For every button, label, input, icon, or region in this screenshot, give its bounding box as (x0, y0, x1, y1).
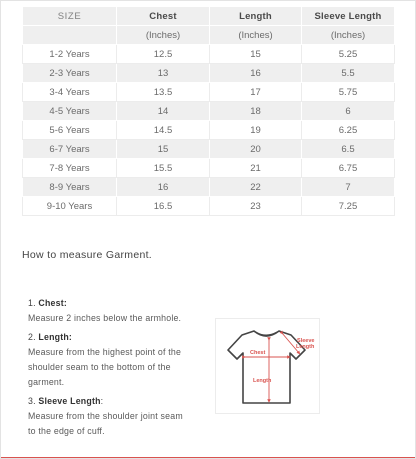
step-title: Length: (38, 332, 73, 342)
unit-cell (23, 26, 117, 45)
chest-label: Chest (250, 350, 266, 356)
tshirt-diagram-svg (216, 319, 319, 413)
unit-cell: (Inches) (210, 26, 302, 45)
table-cell: 5-6 Years (23, 121, 117, 140)
table-header-row (23, 7, 395, 26)
tshirt-measurement-diagram (215, 318, 320, 414)
table-cell: 15 (117, 140, 210, 159)
step-heading (28, 296, 213, 311)
sleeve-label-line1: Sleeve (297, 338, 315, 344)
table-cell: 6.5 (302, 140, 395, 159)
tshirt-outline (228, 331, 305, 403)
size-chart-table (22, 6, 395, 216)
table-cell: 4-5 Years (23, 102, 117, 121)
table-cell: 12.5 (117, 45, 210, 64)
table-cell: 7-8 Years (23, 159, 117, 178)
measurement-step (28, 330, 213, 390)
measurement-step (28, 296, 213, 326)
table-cell: 21 (210, 159, 302, 178)
table-row (23, 83, 395, 102)
table-cell: 13 (117, 64, 210, 83)
table-cell: 17 (210, 83, 302, 102)
table-cell: 7 (302, 178, 395, 197)
unit-cell: (Inches) (117, 26, 210, 45)
table-cell: 5.25 (302, 45, 395, 64)
measurement-step (28, 394, 213, 439)
table-row (23, 197, 395, 216)
table-cell: 15 (210, 45, 302, 64)
measurement-steps (28, 296, 213, 443)
table-cell: 7.25 (302, 197, 395, 216)
table-cell: 8-9 Years (23, 178, 117, 197)
step-title-suffix: : (100, 396, 104, 406)
step-heading (28, 394, 213, 409)
table-cell: 6.25 (302, 121, 395, 140)
step-description-line: Measure from the shoulder joint seam (28, 411, 183, 421)
bottom-accent-line (1, 457, 415, 458)
table-cell: 1-2 Years (23, 45, 117, 64)
table-cell: 6-7 Years (23, 140, 117, 159)
table-cell: 14.5 (117, 121, 210, 140)
table-cell: 15.5 (117, 159, 210, 178)
table-cell: 6.75 (302, 159, 395, 178)
step-title: Sleeve Length (38, 396, 101, 406)
table-cell: 16.5 (117, 197, 210, 216)
how-to-measure-heading: How to measure Garment. (22, 249, 153, 261)
step-heading (28, 330, 213, 345)
step-description-line: Measure from the highest point of the (28, 347, 182, 357)
unit-cell: (Inches) (302, 26, 395, 45)
table-cell: 5.5 (302, 64, 395, 83)
table-cell: 22 (210, 178, 302, 197)
step-number: 3. (28, 396, 36, 406)
length-label: Length (253, 378, 272, 384)
step-description-line: garment. (28, 377, 65, 387)
table-row (23, 64, 395, 83)
step-description-line: shoulder seam to the bottom of the (28, 362, 171, 372)
table-row (23, 102, 395, 121)
step-number: 2. (28, 332, 36, 342)
step-title: Chest: (38, 298, 67, 308)
step-description-line: to the edge of cuff. (28, 426, 105, 436)
table-row (23, 178, 395, 197)
header-chest: Chest (117, 7, 210, 26)
step-description-line: Measure 2 inches below the armhole. (28, 313, 182, 323)
header-size: SIZE (23, 7, 117, 26)
header-sleeve-length: Sleeve Length (302, 7, 395, 26)
sleeve-label-line2: Length (296, 344, 315, 350)
table-row (23, 140, 395, 159)
table-cell: 14 (117, 102, 210, 121)
table-cell: 20 (210, 140, 302, 159)
table-cell: 9-10 Years (23, 197, 117, 216)
table-cell: 6 (302, 102, 395, 121)
table-row (23, 159, 395, 178)
table-cell: 2-3 Years (23, 64, 117, 83)
table-cell: 18 (210, 102, 302, 121)
table-cell: 23 (210, 197, 302, 216)
header-length: Length (210, 7, 302, 26)
table-cell: 13.5 (117, 83, 210, 102)
table-cell: 3-4 Years (23, 83, 117, 102)
units-row (23, 26, 395, 45)
table-cell: 5.75 (302, 83, 395, 102)
table-cell: 16 (210, 64, 302, 83)
table-cell: 16 (117, 178, 210, 197)
step-number: 1. (28, 298, 36, 308)
table-cell: 19 (210, 121, 302, 140)
table-row (23, 45, 395, 64)
table-row (23, 121, 395, 140)
